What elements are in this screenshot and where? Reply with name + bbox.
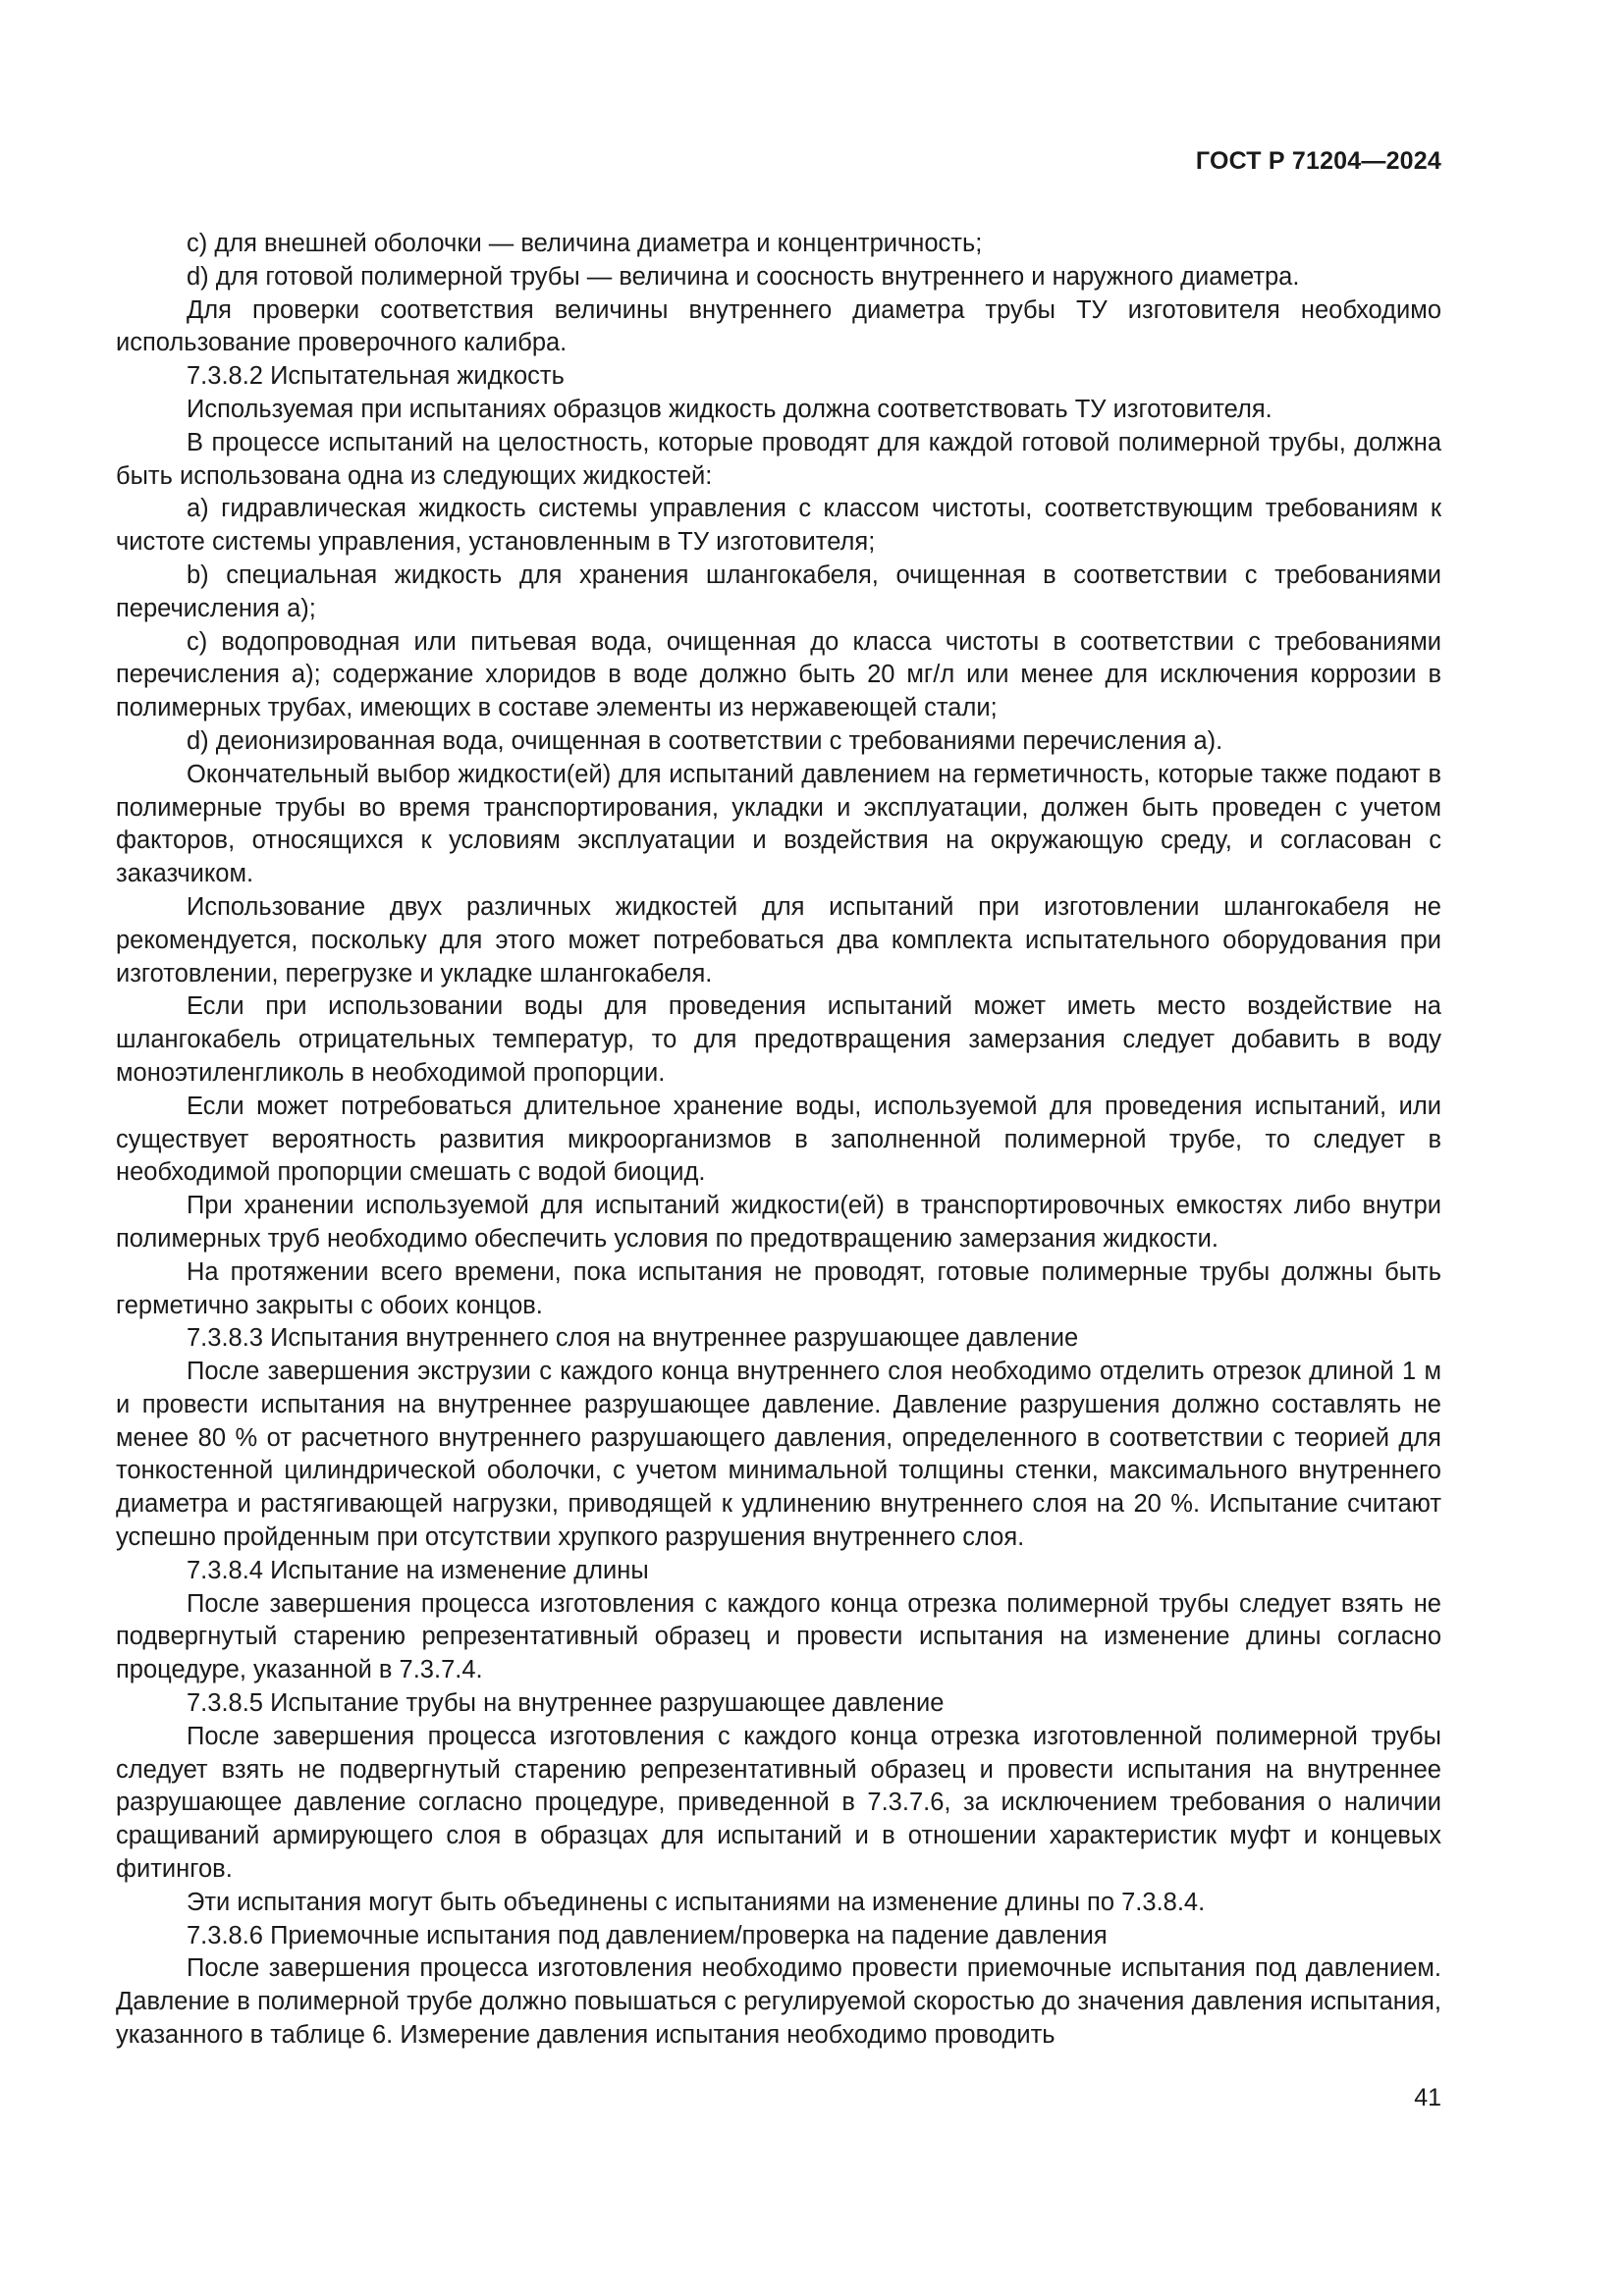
section-heading: 7.3.8.5 Испытание трубы на внутреннее разрушающее давление [187, 1689, 945, 1718]
paragraph: Использование двух различных жидкостей для испытаний при изготовлении шлангокабеля не рекомендуется, поскольку для этого может потребоваться два комплекта испытательного оборудования при изготовлении, перегрузке и укладке шлангокабеля. [116, 892, 1441, 988]
paragraph: Если может потребоваться длительное хранение воды, используемой для проведения испытаний, или существует вероятность развития микроорганизмов в заполненной полимерной трубе, то следует в необходимой пропорции смешать с водой биоцид. [116, 1092, 1441, 1187]
section-heading: 7.3.8.2 Испытательная жидкость [187, 362, 565, 391]
paragraph: d) для готовой полимерной трубы — величина и соосность внутреннего и наружного диаметра. [187, 262, 1300, 291]
paragraph: После завершения процесса изготовления необходимо провести приемочные испытания под давлением. Давление в полимерной трубе должно повышаться с регулируемой скоростью до значения давления испытания, указанного в таблице 6. Измерение давления испытания необходимо проводить [116, 1954, 1441, 2050]
list-item: d) деионизированная вода, очищенная в соответствии с требованиями перечисления а). [187, 726, 1223, 755]
page-number: 41 [1414, 2084, 1441, 2111]
document-header: ГОСТ Р 71204—2024 [1195, 147, 1441, 175]
section-heading: 7.3.8.6 Приемочные испытания под давлением/проверка на падение давления [187, 1921, 1108, 1949]
paragraph: Эти испытания могут быть объединены с испытаниями на изменение длины по 7.3.8.4. [187, 1888, 1206, 1916]
section-heading: 7.3.8.3 Испытания внутреннего слоя на внутреннее разрушающее давление [187, 1324, 1079, 1353]
paragraph: После завершения экструзии с каждого конца внутреннего слоя необходимо отделить отрезок длиной 1 м и провести испытания на внутреннее разрушающее давление. Давление разрушения должно составлять не менее 80 % от расчетного внутреннего разрушающего давления, определенного в соответствии с теорией для тонкостенной цилиндрической оболочки, с учетом минимальной толщины стенки, максимального внутреннего диаметра и растягивающей нагрузки, приводящей к удлинению внутреннего слоя на 20 %. Испытание считают успешно пройденным при отсутствии хрупкого разрушения внутреннего слоя. [116, 1358, 1441, 1552]
list-item: a) гидравлическая жидкость системы управления с классом чистоты, соответствующим требованиям к чистоте системы управления, установленным в ТУ изготовителя; [116, 495, 1441, 557]
list-item: b) специальная жидкость для хранения шлангокабеля, очищенная в соответствии с требованиями перечисления а); [116, 561, 1441, 622]
document-body [116, 228, 1441, 2053]
paragraph: После завершения процесса изготовления с каждого конца отрезка изготовленной полимерной трубы следует взять не подвергнутый старению репрезентативный образец и провести испытания на внутреннее разрушающее давление согласно процедуре, приведенной в 7.3.7.6, за исключением требования о наличии сращиваний армирующего слоя в образцах для испытаний и в отношении характеристик муфт и концевых фитингов. [116, 1722, 1441, 1884]
paragraph: Для проверки соответствия величины внутреннего диаметра трубы ТУ изготовителя необходимо использование проверочного калибра. [116, 295, 1441, 357]
paragraph: При хранении используемой для испытаний жидкости(ей) в транспортировочных емкостях либо внутри полимерных труб необходимо обеспечить условия по предотвращению замерзания жидкости. [116, 1192, 1441, 1253]
list-item: c) водопроводная или питьевая вода, очищенная до класса чистоты в соответствии с требованиями перечисления а); содержание хлоридов в воде должно быть 20 мг/л или менее для исключения коррозии в полимерных трубах, имеющих в составе элементы из нержавеющей стали; [116, 627, 1441, 722]
section-heading: 7.3.8.4 Испытание на изменение длины [187, 1556, 649, 1584]
paragraph: На протяжении всего времени, пока испытания не проводят, готовые полимерные трубы должны быть герметично закрыты с обоих концов. [116, 1257, 1441, 1319]
paragraph: В процессе испытаний на целостность, которые проводят для каждой готовой полимерной трубы, должна быть использована одна из следующих жидкостей: [116, 428, 1441, 490]
paragraph: c) для внешней оболочки — величина диаметра и концентричность; [187, 230, 983, 257]
paragraph: Если при использовании воды для проведения испытаний может иметь место воздействие на шлангокабель отрицательных температур, то для предотвращения замерзания следует добавить в воду моноэтиленгликоль в необходимой пропорции. [116, 992, 1441, 1087]
paragraph: Используемая при испытаниях образцов жидкость должна соответствовать ТУ изготовителя. [187, 395, 1272, 423]
paragraph: Окончательный выбор жидкости(ей) для испытаний давлением на герметичность, которые также подают в полимерные трубы во время транспортирования, укладки и эксплуатации, должен быть проведен с учетом факторов, относящихся к условиям эксплуатации и воздействия на окружающую среду, и согласован с заказчиком. [116, 760, 1441, 888]
paragraph: После завершения процесса изготовления с каждого конца отрезка полимерной трубы следует взять не подвергнутый старению репрезентативный образец и провести испытания на изменение длины согласно процедуре, указанной в 7.3.7.4. [116, 1589, 1441, 1684]
